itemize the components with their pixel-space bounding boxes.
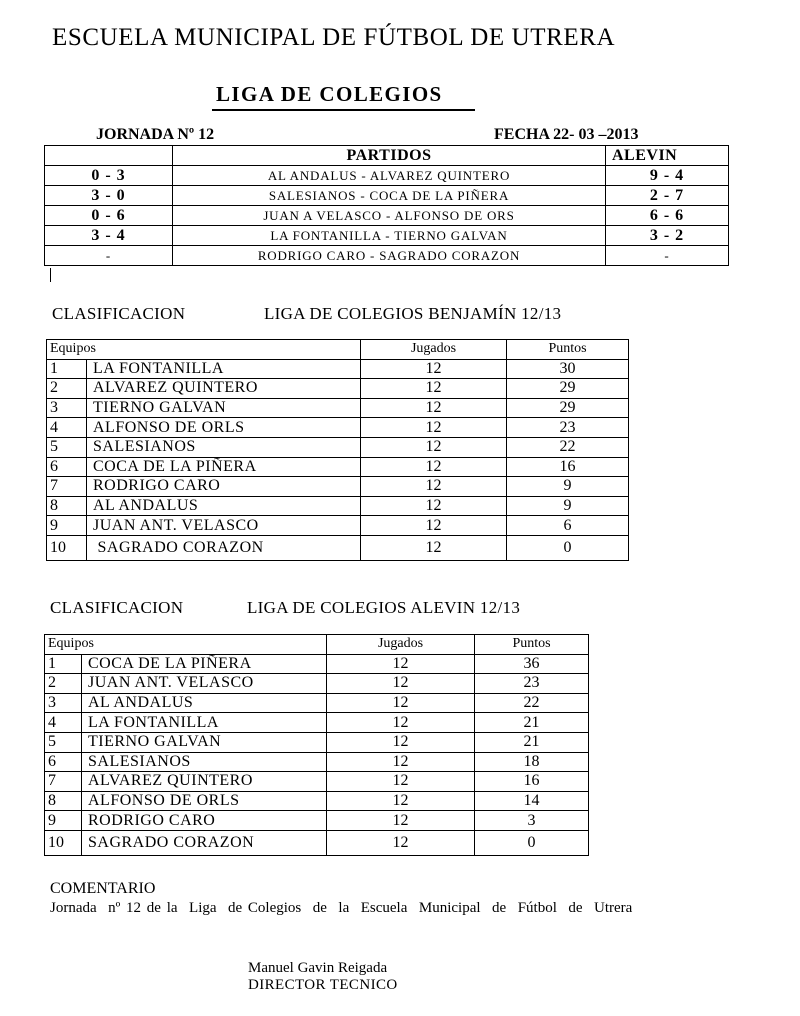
team-position: 7	[45, 772, 82, 792]
team-position: 10	[45, 830, 82, 855]
table-row	[47, 379, 629, 399]
team-position: 7	[47, 477, 87, 497]
table-row	[47, 398, 629, 418]
team-position: 8	[45, 791, 82, 811]
team-points: 0	[507, 535, 629, 560]
match-teams: AL ANDALUS - ALVAREZ QUINTERO	[173, 166, 606, 186]
team-name: LA FONTANILLA	[82, 713, 327, 733]
match-row	[45, 206, 729, 226]
team-points: 21	[475, 732, 589, 752]
partidos-header: PARTIDOS	[173, 146, 606, 166]
team-name: JUAN ANT. VELASCO	[82, 674, 327, 694]
table-row	[45, 752, 589, 772]
games-played: 12	[361, 457, 507, 477]
match-result: 0 - 3	[45, 166, 173, 186]
team-position: 2	[47, 379, 87, 399]
team-name: COCA DE LA PIÑERA	[87, 457, 361, 477]
alevin-section-label: CLASIFICACION	[50, 598, 184, 617]
team-name: TIERNO GALVAN	[87, 398, 361, 418]
games-played: 12	[327, 713, 475, 733]
team-name: JUAN ANT. VELASCO	[87, 516, 361, 536]
team-name: ALVAREZ QUINTERO	[87, 379, 361, 399]
match-result: -	[45, 246, 173, 266]
team-points: 18	[475, 752, 589, 772]
played-column-header: Jugados	[361, 340, 507, 360]
match-teams: JUAN A VELASCO - ALFONSO DE ORS	[173, 206, 606, 226]
team-name: RODRIGO CARO	[82, 811, 327, 831]
team-name: ALFONSO DE ORLS	[82, 791, 327, 811]
games-played: 12	[327, 674, 475, 694]
match-alevin-result: 9 - 4	[606, 166, 729, 186]
games-played: 12	[327, 811, 475, 831]
match-alevin-result: 3 - 2	[606, 226, 729, 246]
alevin-header: ALEVIN	[606, 146, 729, 166]
table-row	[45, 713, 589, 733]
games-played: 12	[327, 732, 475, 752]
matches-table	[44, 145, 729, 266]
signature-role: DIRECTOR TECNICO	[248, 977, 398, 993]
table-row	[45, 674, 589, 694]
table-row	[45, 830, 589, 855]
match-alevin-result: -	[606, 246, 729, 266]
team-points: 22	[507, 437, 629, 457]
table-row	[45, 654, 589, 674]
matches-header-row	[45, 146, 729, 166]
team-name: SAGRADO CORAZON	[87, 535, 361, 560]
table-row	[47, 418, 629, 438]
games-played: 12	[327, 830, 475, 855]
standings-header-row	[45, 635, 589, 655]
team-position: 8	[47, 496, 87, 516]
team-points: 23	[507, 418, 629, 438]
games-played: 12	[361, 359, 507, 379]
text-cursor-mark	[50, 268, 51, 282]
team-position: 1	[45, 654, 82, 674]
points-column-header: Puntos	[475, 635, 589, 655]
team-position: 3	[45, 693, 82, 713]
team-points: 21	[475, 713, 589, 733]
match-row	[45, 246, 729, 266]
team-name: LA FONTANILLA	[87, 359, 361, 379]
team-points: 16	[507, 457, 629, 477]
team-position: 6	[45, 752, 82, 772]
team-points: 29	[507, 379, 629, 399]
games-played: 12	[361, 496, 507, 516]
team-name: AL ANDALUS	[87, 496, 361, 516]
team-column-header: Equipos	[47, 340, 361, 360]
table-row	[45, 732, 589, 752]
games-played: 12	[327, 772, 475, 792]
points-column-header: Puntos	[507, 340, 629, 360]
alevin-league-title: LIGA DE COLEGIOS ALEVIN 12/13	[247, 598, 521, 617]
team-name: SALESIANOS	[82, 752, 327, 772]
team-name: COCA DE LA PIÑERA	[82, 654, 327, 674]
match-teams: RODRIGO CARO - SAGRADO CORAZON	[173, 246, 606, 266]
games-played: 12	[361, 418, 507, 438]
team-points: 23	[475, 674, 589, 694]
alevin-standings-table	[44, 634, 589, 856]
comment-heading: COMENTARIO	[50, 880, 156, 897]
team-position: 1	[47, 359, 87, 379]
games-played: 12	[361, 535, 507, 560]
table-row	[47, 496, 629, 516]
fecha-label: FECHA 22- 03 –2013	[494, 126, 639, 143]
team-points: 22	[475, 693, 589, 713]
document-title: ESCUELA MUNICIPAL DE FÚTBOL DE UTRERA	[52, 24, 616, 51]
team-position: 2	[45, 674, 82, 694]
team-points: 16	[475, 772, 589, 792]
match-row	[45, 186, 729, 206]
table-row	[45, 811, 589, 831]
games-played: 12	[361, 516, 507, 536]
jornada-label: JORNADA Nº 12	[96, 126, 215, 143]
team-points: 9	[507, 477, 629, 497]
team-name: ALFONSO DE ORLS	[87, 418, 361, 438]
match-result: 3 - 0	[45, 186, 173, 206]
team-position: 5	[47, 437, 87, 457]
match-result: 3 - 4	[45, 226, 173, 246]
team-position: 10	[47, 535, 87, 560]
games-played: 12	[361, 477, 507, 497]
table-row	[47, 535, 629, 560]
team-points: 9	[507, 496, 629, 516]
comment-text: Jornada nº 12 de la Liga de Colegios de la Escuela Municipal de Fútbol de Utrera	[50, 900, 633, 916]
team-name: SAGRADO CORAZON	[82, 830, 327, 855]
team-points: 6	[507, 516, 629, 536]
games-played: 12	[361, 398, 507, 418]
table-row	[47, 457, 629, 477]
team-position: 5	[45, 732, 82, 752]
match-alevin-result: 6 - 6	[606, 206, 729, 226]
team-column-header: Equipos	[45, 635, 327, 655]
team-points: 30	[507, 359, 629, 379]
benjamin-league-title: LIGA DE COLEGIOS BENJAMÍN 12/13	[264, 304, 562, 323]
table-row	[47, 477, 629, 497]
benjamin-standings-table	[46, 339, 629, 561]
team-name: TIERNO GALVAN	[82, 732, 327, 752]
table-row	[47, 359, 629, 379]
match-row	[45, 226, 729, 246]
games-played: 12	[361, 437, 507, 457]
result-header	[45, 146, 173, 166]
table-row	[45, 772, 589, 792]
benjamin-section-label: CLASIFICACION	[52, 304, 186, 323]
team-position: 6	[47, 457, 87, 477]
team-name: AL ANDALUS	[82, 693, 327, 713]
match-teams: LA FONTANILLA - TIERNO GALVAN	[173, 226, 606, 246]
team-points: 14	[475, 791, 589, 811]
team-position: 9	[45, 811, 82, 831]
games-played: 12	[327, 791, 475, 811]
table-row	[47, 516, 629, 536]
team-points: 36	[475, 654, 589, 674]
team-name: SALESIANOS	[87, 437, 361, 457]
games-played: 12	[327, 752, 475, 772]
match-alevin-result: 2 - 7	[606, 186, 729, 206]
team-position: 4	[47, 418, 87, 438]
team-name: ALVAREZ QUINTERO	[82, 772, 327, 792]
team-points: 0	[475, 830, 589, 855]
team-position: 4	[45, 713, 82, 733]
match-teams: SALESIANOS - COCA DE LA PIÑERA	[173, 186, 606, 206]
match-row	[45, 166, 729, 186]
table-row	[45, 693, 589, 713]
team-position: 3	[47, 398, 87, 418]
games-played: 12	[327, 693, 475, 713]
signature-name: Manuel Gavin Reigada	[248, 960, 388, 976]
team-name: RODRIGO CARO	[87, 477, 361, 497]
games-played: 12	[361, 379, 507, 399]
table-row	[45, 791, 589, 811]
team-points: 29	[507, 398, 629, 418]
games-played: 12	[327, 654, 475, 674]
team-points: 3	[475, 811, 589, 831]
played-column-header: Jugados	[327, 635, 475, 655]
match-result: 0 - 6	[45, 206, 173, 226]
league-subtitle: LIGA DE COLEGIOS	[212, 82, 475, 111]
team-position: 9	[47, 516, 87, 536]
standings-header-row	[47, 340, 629, 360]
table-row	[47, 437, 629, 457]
